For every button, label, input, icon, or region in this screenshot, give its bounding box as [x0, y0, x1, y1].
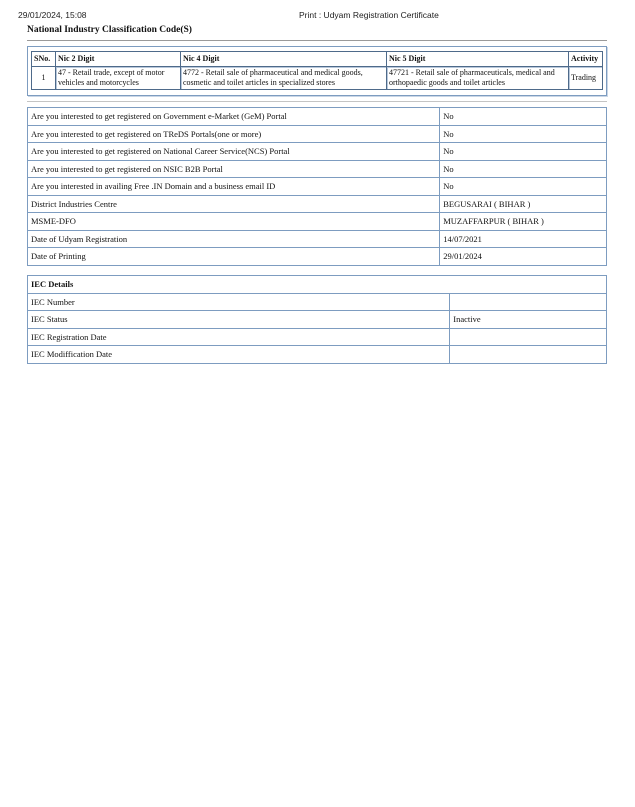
detail-value: 14/07/2021 — [440, 230, 607, 248]
iec-value: Inactive — [450, 311, 607, 329]
table-row — [28, 108, 607, 126]
iec-header-row — [28, 276, 607, 294]
iec-label: IEC Number — [28, 293, 450, 311]
nic-sno: 1 — [31, 66, 55, 90]
iec-value — [450, 346, 607, 364]
detail-value: No — [440, 143, 607, 161]
detail-label: Are you interested to get registered on Government e-Market (GeM) Portal — [28, 108, 440, 126]
detail-value: No — [440, 160, 607, 178]
detail-label: Are you interested to get registered on TReDS Portals(one or more) — [28, 125, 440, 143]
col-header-nic4: Nic 4 Digit — [180, 51, 386, 66]
table-row — [28, 143, 607, 161]
table-row — [28, 328, 607, 346]
detail-label: Are you interested in availing Free .IN Domain and a business email ID — [28, 178, 440, 196]
detail-value: No — [440, 125, 607, 143]
table-row — [28, 125, 607, 143]
table-row — [28, 293, 607, 311]
table-row — [28, 230, 607, 248]
print-title: Print : Udyam Registration Certificate — [299, 10, 439, 20]
print-datetime: 29/01/2024, 15:08 — [18, 10, 87, 20]
nic-4-digit: 4772 - Retail sale of pharmaceutical and medical goods, cosmetic and toilet articles in specialized stores — [180, 66, 386, 90]
col-header-sno: SNo. — [31, 51, 55, 66]
table-row — [28, 213, 607, 231]
table-row — [28, 160, 607, 178]
col-header-activity: Activity — [568, 51, 603, 66]
table-row — [28, 311, 607, 329]
iec-details-table — [27, 275, 607, 364]
table-row — [28, 248, 607, 266]
table-row — [31, 66, 603, 90]
registration-details-table — [27, 107, 607, 266]
section-divider — [27, 40, 607, 41]
detail-value: MUZAFFARPUR ( BIHAR ) — [440, 213, 607, 231]
iec-label: IEC Modiffication Date — [28, 346, 450, 364]
detail-label: Are you interested to get registered on NSIC B2B Portal — [28, 160, 440, 178]
nic-table-container — [27, 46, 607, 96]
iec-value — [450, 328, 607, 346]
detail-label: Date of Udyam Registration — [28, 230, 440, 248]
nic-2-digit: 47 - Retail trade, except of motor vehicles and motorcycles — [55, 66, 180, 90]
section-divider — [27, 101, 607, 102]
iec-label: IEC Registration Date — [28, 328, 450, 346]
detail-label: District Industries Centre — [28, 195, 440, 213]
detail-label: Date of Printing — [28, 248, 440, 266]
iec-label: IEC Status — [28, 311, 450, 329]
detail-value: BEGUSARAI ( BIHAR ) — [440, 195, 607, 213]
nic-5-digit: 47721 - Retail sale of pharmaceuticals, medical and orthopaedic goods and toilet articles — [386, 66, 568, 90]
col-header-nic2: Nic 2 Digit — [55, 51, 180, 66]
nic-header-row — [31, 51, 603, 66]
nic-activity: Trading — [568, 66, 603, 90]
iec-section-title: IEC Details — [28, 276, 607, 294]
detail-value: No — [440, 108, 607, 126]
nic-table — [31, 51, 603, 90]
table-row — [28, 346, 607, 364]
table-row — [28, 195, 607, 213]
table-row — [28, 178, 607, 196]
nic-section-title: National Industry Classification Code(S) — [27, 25, 192, 35]
detail-value: No — [440, 178, 607, 196]
iec-value — [450, 293, 607, 311]
detail-value: 29/01/2024 — [440, 248, 607, 266]
detail-label: Are you interested to get registered on National Career Service(NCS) Portal — [28, 143, 440, 161]
col-header-nic5: Nic 5 Digit — [386, 51, 568, 66]
detail-label: MSME-DFO — [28, 213, 440, 231]
